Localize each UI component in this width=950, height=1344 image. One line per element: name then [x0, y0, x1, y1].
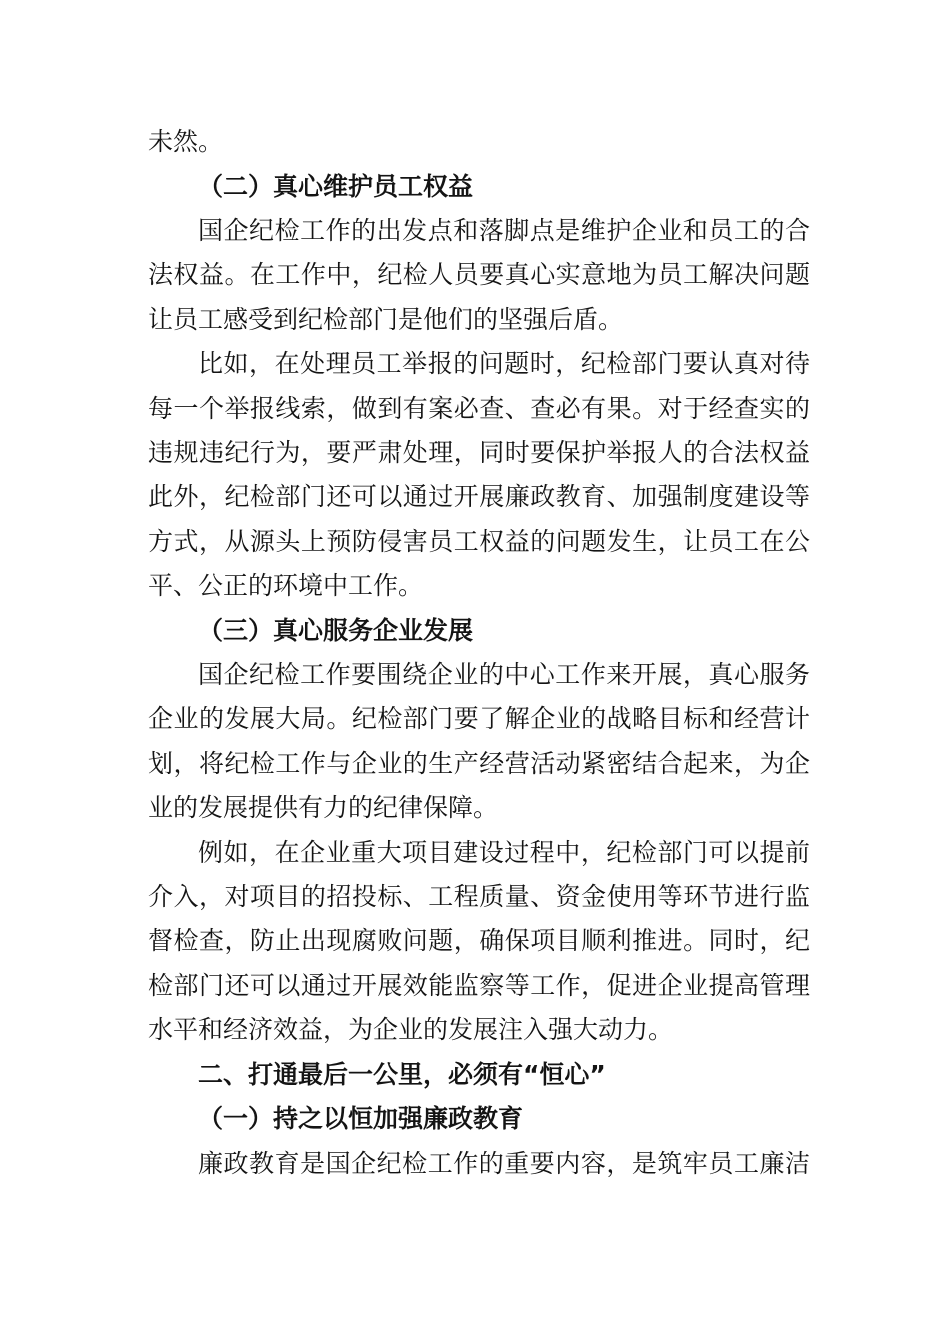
paragraph-line: 廉政教育是国企纪检工作的重要内容，是筑牢员工廉洁	[198, 1149, 810, 1178]
subheading-3: （三）真心服务企业发展	[198, 616, 474, 645]
paragraph-line: 每一个举报线索，做到有案必查、查必有果。对于经查实的	[148, 394, 810, 423]
paragraph-line: 介入，对项目的招投标、工程质量、资金使用等环节进行监	[148, 882, 810, 911]
section-heading-2: 二、打通最后一公里，必须有“恒心”	[198, 1060, 606, 1089]
paragraph-line: 水平和经济效益，为企业的发展注入强大动力。	[148, 1015, 674, 1044]
paragraph-line: 国企纪检工作的出发点和落脚点是维护企业和员工的合	[198, 216, 810, 245]
paragraph-line: 督检查，防止出现腐败问题，确保项目顺利推进。同时，纪	[148, 926, 810, 955]
paragraph-line: 检部门还可以通过开展效能监察等工作，促进企业提高管理	[148, 971, 810, 1000]
paragraph-line: 此外，纪检部门还可以通过开展廉政教育、加强制度建设等	[148, 482, 810, 511]
paragraph-line: 违规违纪行为，要严肃处理，同时要保护举报人的合法权益	[148, 438, 810, 467]
paragraph-line: 例如，在企业重大项目建设过程中，纪检部门可以提前	[198, 838, 810, 867]
paragraph-line: 企业的发展大局。纪检部门要了解企业的战略目标和经营计	[148, 704, 810, 733]
paragraph-line: 业的发展提供有力的纪律保障。	[148, 793, 499, 822]
subheading-2: （二）真心维护员工权益	[198, 172, 474, 201]
subheading-2-1: （一）持之以恒加强廉政教育	[198, 1104, 524, 1133]
paragraph-line: 未然。	[148, 127, 224, 156]
paragraph-line: 国企纪检工作要围绕企业的中心工作来开展，真心服务	[198, 660, 810, 689]
paragraph-line: 平、公正的环境中工作。	[148, 571, 424, 600]
paragraph-line: 方式，从源头上预防侵害员工权益的问题发生，让员工在公	[148, 527, 810, 556]
paragraph-line: 法权益。在工作中，纪检人员要真心实意地为员工解决问题	[148, 260, 810, 289]
paragraph-line: 划，将纪检工作与企业的生产经营活动紧密结合起来，为企	[148, 749, 810, 778]
paragraph-line: 让员工感受到纪检部门是他们的坚强后盾。	[148, 305, 624, 334]
paragraph-line: 比如，在处理员工举报的问题时，纪检部门要认真对待	[198, 349, 810, 378]
